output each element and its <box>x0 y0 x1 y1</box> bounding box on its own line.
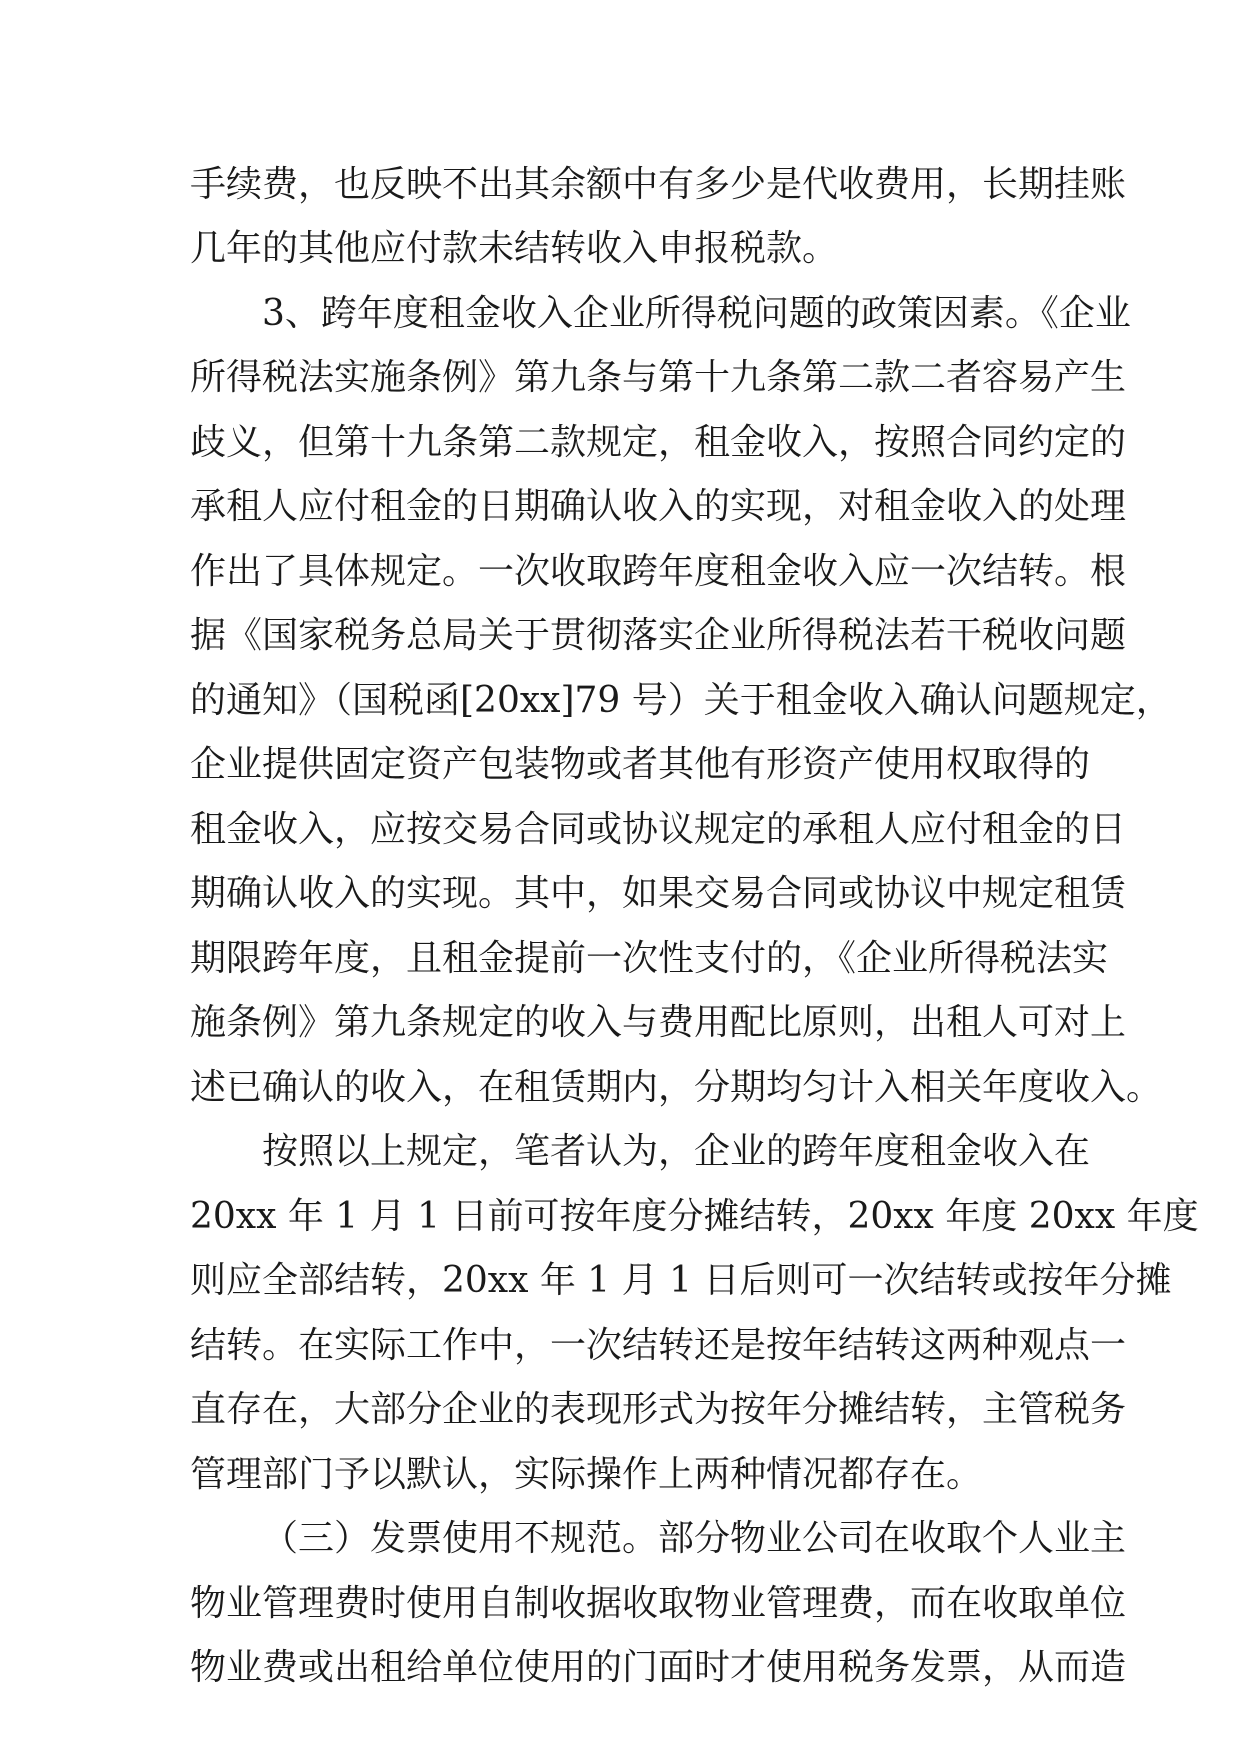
text-line: 据《国家税务总局关于贯彻落实企业所得税法若干税收问题 <box>190 615 1127 656</box>
text-line: 企业提供固定资产包装物或者其他有形资产使用权取得的 <box>190 744 1091 785</box>
text-line: 结转。在实际工作中，一次结转还是按年结转这两种观点一 <box>190 1325 1127 1366</box>
text-line: 直存在，大部分企业的表现形式为按年分摊结转，主管税务 <box>190 1389 1127 1430</box>
text-line: 物业费或出租给单位使用的门面时才使用税务发票，从而造 <box>190 1647 1127 1688</box>
text-line: 作出了具体规定。一次收取跨年度租金收入应一次结转。根 <box>190 551 1127 592</box>
text-line: 手续费，也反映不出其余额中有多少是代收费用，长期挂账 <box>190 164 1127 205</box>
text-line: （三）发票使用不规范。部分物业公司在收取个人业主 <box>262 1518 1127 1559</box>
text-line: 期确认收入的实现。其中，如果交易合同或协议中规定租赁 <box>190 873 1127 914</box>
text-line: 管理部门予以默认，实际操作上两种情况都存在。 <box>190 1454 983 1495</box>
text-line: 期限跨年度，且租金提前一次性支付的，《企业所得税法实 <box>190 938 1109 979</box>
text-line: 歧义，但第十九条第二款规定，租金收入，按照合同约定的 <box>190 422 1127 463</box>
text-line: 租金收入，应按交易合同或协议规定的承租人应付租金的日 <box>190 809 1127 850</box>
text-line: 物业管理费时使用自制收据收取物业管理费，而在收取单位 <box>190 1583 1127 1624</box>
text-line: 所得税法实施条例》第九条与第十九条第二款二者容易产生 <box>190 357 1127 398</box>
text-line: 按照以上规定，笔者认为，企业的跨年度租金收入在 <box>262 1131 1091 1172</box>
text-line: 则应全部结转，20xx 年 1 月 1 日后则可一次结转或按年分摊 <box>190 1260 1172 1301</box>
text-line: 3、跨年度租金收入企业所得税问题的政策因素。《企业 <box>262 293 1131 334</box>
text-line: 述已确认的收入，在租赁期内，分期均匀计入相关年度收入。 <box>190 1067 1163 1108</box>
text-line: 承租人应付租金的日期确认收入的实现，对租金收入的处理 <box>190 486 1127 527</box>
text-line: 几年的其他应付款未结转收入申报税款。 <box>190 228 839 269</box>
text-line: 20xx 年 1 月 1 日前可按年度分摊结转，20xx 年度 20xx 年度 <box>190 1196 1199 1237</box>
text-line: 的通知》（国税函[20xx]79 号）关于租金收入确认问题规定， <box>190 680 1172 721</box>
text-line: 施条例》第九条规定的收入与费用配比原则，出租人可对上 <box>190 1002 1127 1043</box>
